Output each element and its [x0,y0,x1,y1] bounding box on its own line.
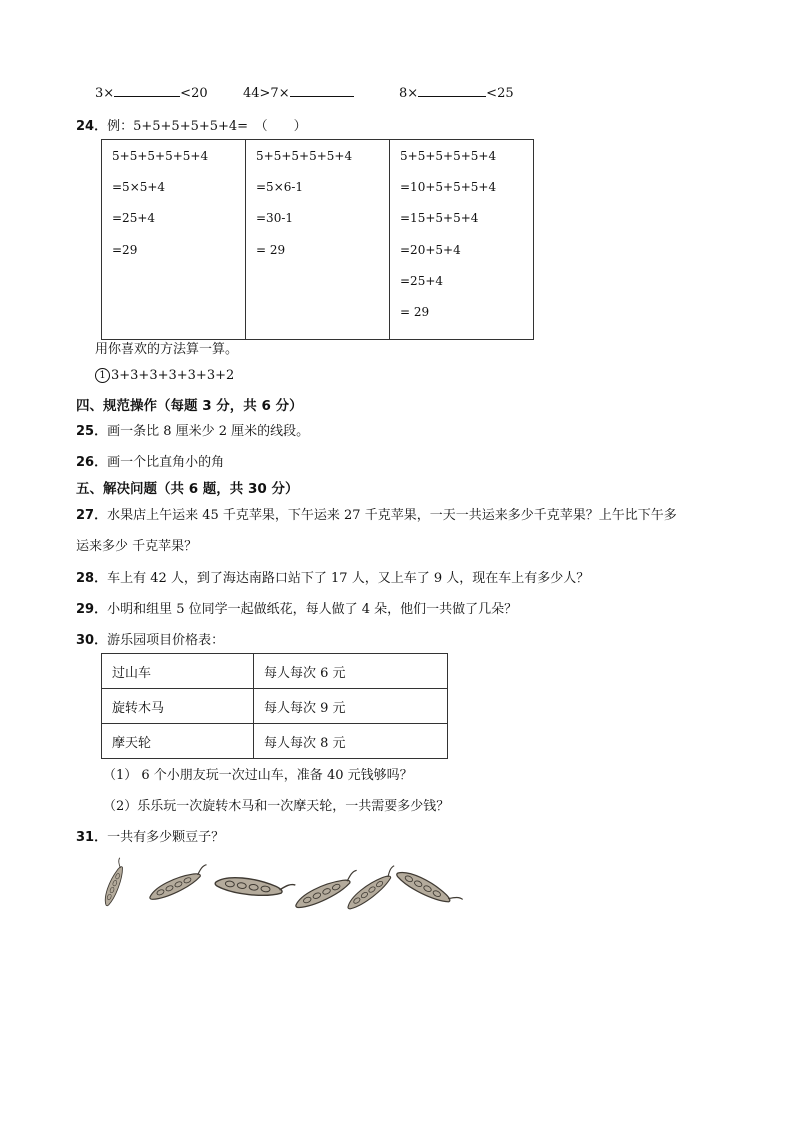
calc-line: 5+5+5+5+5+4 [112,149,209,163]
q26 [76,451,224,470]
q31-number: 31． [76,830,108,845]
q28-text: 车上有 42 人，到了海达南路口站下了 17 人，又上车了 9 人，现在车上有多少人？ [107,571,590,586]
q30 [76,629,224,648]
pea-pods-illustration [98,855,470,917]
example-method-1 [102,140,246,340]
price-table [101,653,448,759]
q23-item3 [399,84,514,101]
ride-price: 每人每次 9 元 [254,689,448,724]
table-row [102,689,448,724]
answer-blank-2[interactable] [290,84,354,97]
table-row [102,724,448,759]
calc-line: =15+5+5+4 [400,211,479,226]
q27-line2: 运来多少 千克苹果？ [76,539,198,554]
table-row [102,654,448,689]
ride-price: 每人每次 6 元 [254,654,448,689]
ride-name: 旋转木马 [102,689,254,724]
q29 [76,598,517,617]
calc-line: 5+5+5+5+5+4 [256,149,353,163]
q31 [76,826,224,845]
q26-number: 26． [76,455,108,470]
calc-line: =25+4 [400,273,444,288]
pea-pod [101,858,129,908]
answer-blank-1[interactable] [114,84,180,97]
calc-line: = 29 [400,304,430,319]
section5-heading: 五、解决问题（共 6 题，共 30 分） [76,481,299,497]
q30-sub1: （1） 6 个小朋友玩一次过山车，准备 40 元钱够吗？ [103,768,413,783]
q24-sub1-expression: 3+3+3+3+3+3+2 [111,368,235,383]
pea-pod [214,874,295,901]
example-method-2 [246,140,390,340]
q23-item2 [243,84,354,101]
calc-line: 5+5+5+5+5+4 [400,149,497,163]
q30-sub2: （2）乐乐玩一次旋转木马和一次摩天轮，一共需要多少钱？ [103,799,450,814]
ride-name: 摩天轮 [102,724,254,759]
q23-item1-suffix: <20 [180,86,208,101]
q27-text-line1: 水果店上午运来 45 千克苹果，下午运来 27 千克苹果，一天一共运来多少千克苹果？上午比下午多 [107,508,677,523]
q23-item3-prefix: 8× [399,86,419,101]
q26-text: 画一个比直角小的角 [107,455,225,470]
q29-number: 29． [76,602,108,617]
calc-line: =5×6-1 [256,180,304,195]
pea-pod [147,865,212,904]
q24-sub1 [95,368,234,383]
q24-example-table [101,139,534,340]
calc-line: =29 [112,242,138,257]
q23-item1 [95,84,208,101]
q23-item1-prefix: 3× [95,86,115,101]
pea-pod [394,866,463,911]
q25 [76,420,309,439]
q24-instruction: 用你喜欢的方法算一算。 [95,342,239,357]
q24-number: 24． [76,119,108,134]
q25-text: 画一条比 8 厘米少 2 厘米的线段。 [107,424,310,439]
q28 [76,567,589,586]
circled-number-1: 1 [95,368,110,383]
example-method-3 [390,140,534,340]
q27 [76,504,677,523]
ride-name: 过山车 [102,654,254,689]
q28-number: 28． [76,571,108,586]
calc-line: =30-1 [256,211,294,226]
q23-item3-suffix: <25 [486,86,514,101]
calc-line: =5×5+4 [112,180,166,195]
calc-line: = 29 [256,242,286,257]
q30-text: 游乐园项目价格表： [107,633,225,648]
ride-price: 每人每次 8 元 [254,724,448,759]
calc-line: =20+5+4 [400,242,461,257]
q27-number: 27． [76,508,108,523]
q24-prompt [76,115,307,134]
q25-number: 25． [76,424,108,439]
calc-line: =25+4 [112,211,156,226]
q30-number: 30． [76,633,108,648]
q24-text: 例：5+5+5+5+5+4= （ ） [107,119,307,134]
q31-text: 一共有多少颗豆子？ [107,830,225,845]
q23-item2-prefix: 44>7× [243,86,290,101]
calc-line: =10+5+5+5+4 [400,180,497,195]
q29-text: 小明和组里 5 位同学一起做纸花，每人做了 4 朵，他们一共做了几朵？ [107,602,518,617]
answer-blank-3[interactable] [418,84,486,97]
section4-heading: 四、规范操作（每题 3 分，共 6 分） [76,398,303,414]
